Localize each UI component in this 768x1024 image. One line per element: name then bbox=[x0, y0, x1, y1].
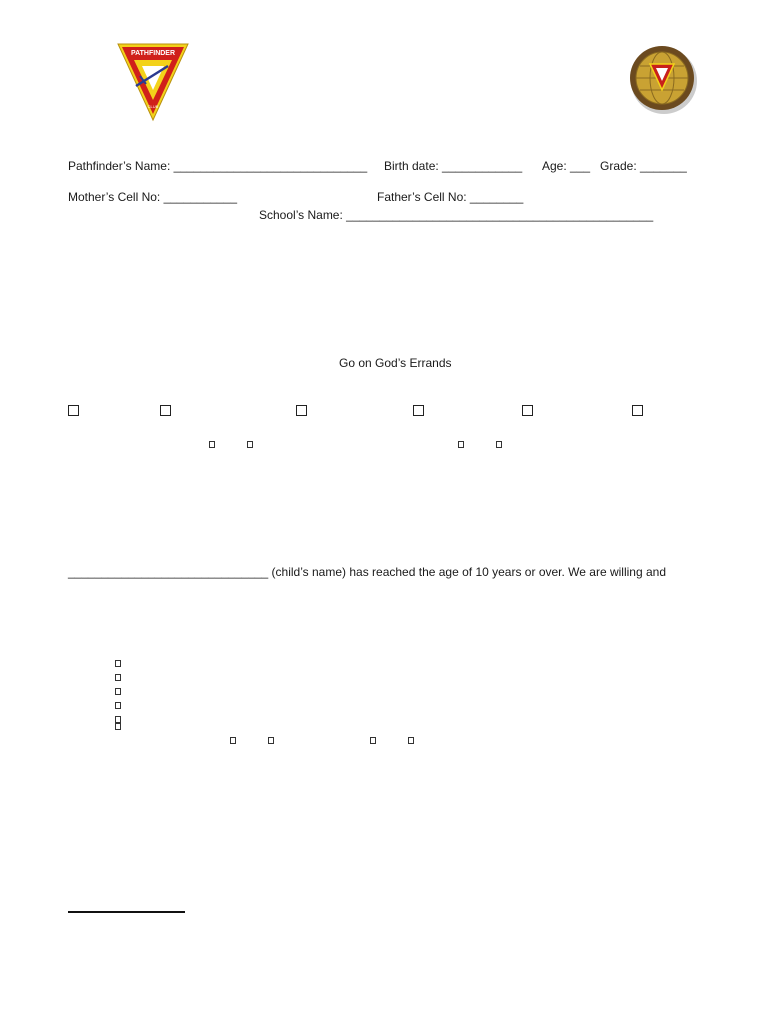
section-title: Go on God’s Errands bbox=[339, 356, 452, 370]
logo-text-bottom: CLUB bbox=[147, 104, 159, 109]
list-checkbox-2[interactable] bbox=[115, 674, 121, 681]
grade-field[interactable]: Grade: _______ bbox=[600, 159, 687, 173]
mother-cell-field[interactable]: Mother’s Cell No: ___________ bbox=[68, 190, 238, 204]
checkbox-large-5[interactable] bbox=[522, 405, 533, 416]
pathfinder-logo-left bbox=[116, 42, 190, 122]
list-checkbox-5[interactable] bbox=[115, 716, 121, 723]
pathfinder-name-field[interactable]: Pathfinder’s Name: _____________________________ bbox=[68, 159, 368, 173]
checkbox-small-2[interactable] bbox=[247, 441, 253, 448]
logo-text-top: PATHFINDER bbox=[130, 50, 176, 57]
checkbox-large-1[interactable] bbox=[68, 405, 79, 416]
checkbox-small-3[interactable] bbox=[458, 441, 464, 448]
birth-date-field[interactable]: Birth date: ____________ bbox=[384, 159, 523, 173]
pathfinder-logo-right bbox=[628, 44, 698, 116]
checkbox-small-4[interactable] bbox=[496, 441, 502, 448]
checkbox-small-7[interactable] bbox=[370, 737, 376, 744]
checkbox-small-5[interactable] bbox=[230, 737, 236, 744]
signature-line bbox=[68, 911, 185, 913]
checkbox-large-3[interactable] bbox=[296, 405, 307, 416]
pathfinder-triangle-icon bbox=[116, 42, 190, 122]
checkbox-small-6[interactable] bbox=[268, 737, 274, 744]
checkbox-large-4[interactable] bbox=[413, 405, 424, 416]
checkbox-small-8[interactable] bbox=[408, 737, 414, 744]
checkbox-small-1[interactable] bbox=[209, 441, 215, 448]
list-checkbox-6[interactable] bbox=[115, 723, 121, 730]
list-checkbox-4[interactable] bbox=[115, 702, 121, 709]
school-name-field[interactable]: School’s Name: ______________________________________________ bbox=[259, 208, 654, 222]
globe-badge-icon bbox=[628, 44, 698, 116]
list-checkbox-1[interactable] bbox=[115, 660, 121, 667]
age-field[interactable]: Age: ___ bbox=[542, 159, 591, 173]
father-cell-field[interactable]: Father’s Cell No: ________ bbox=[377, 190, 524, 204]
checkbox-large-2[interactable] bbox=[160, 405, 171, 416]
list-checkbox-3[interactable] bbox=[115, 688, 121, 695]
consent-statement: ______________________________ (child’s name) has reached the age of 10 years or over. We are willing and bbox=[68, 565, 666, 579]
checkbox-large-6[interactable] bbox=[632, 405, 643, 416]
